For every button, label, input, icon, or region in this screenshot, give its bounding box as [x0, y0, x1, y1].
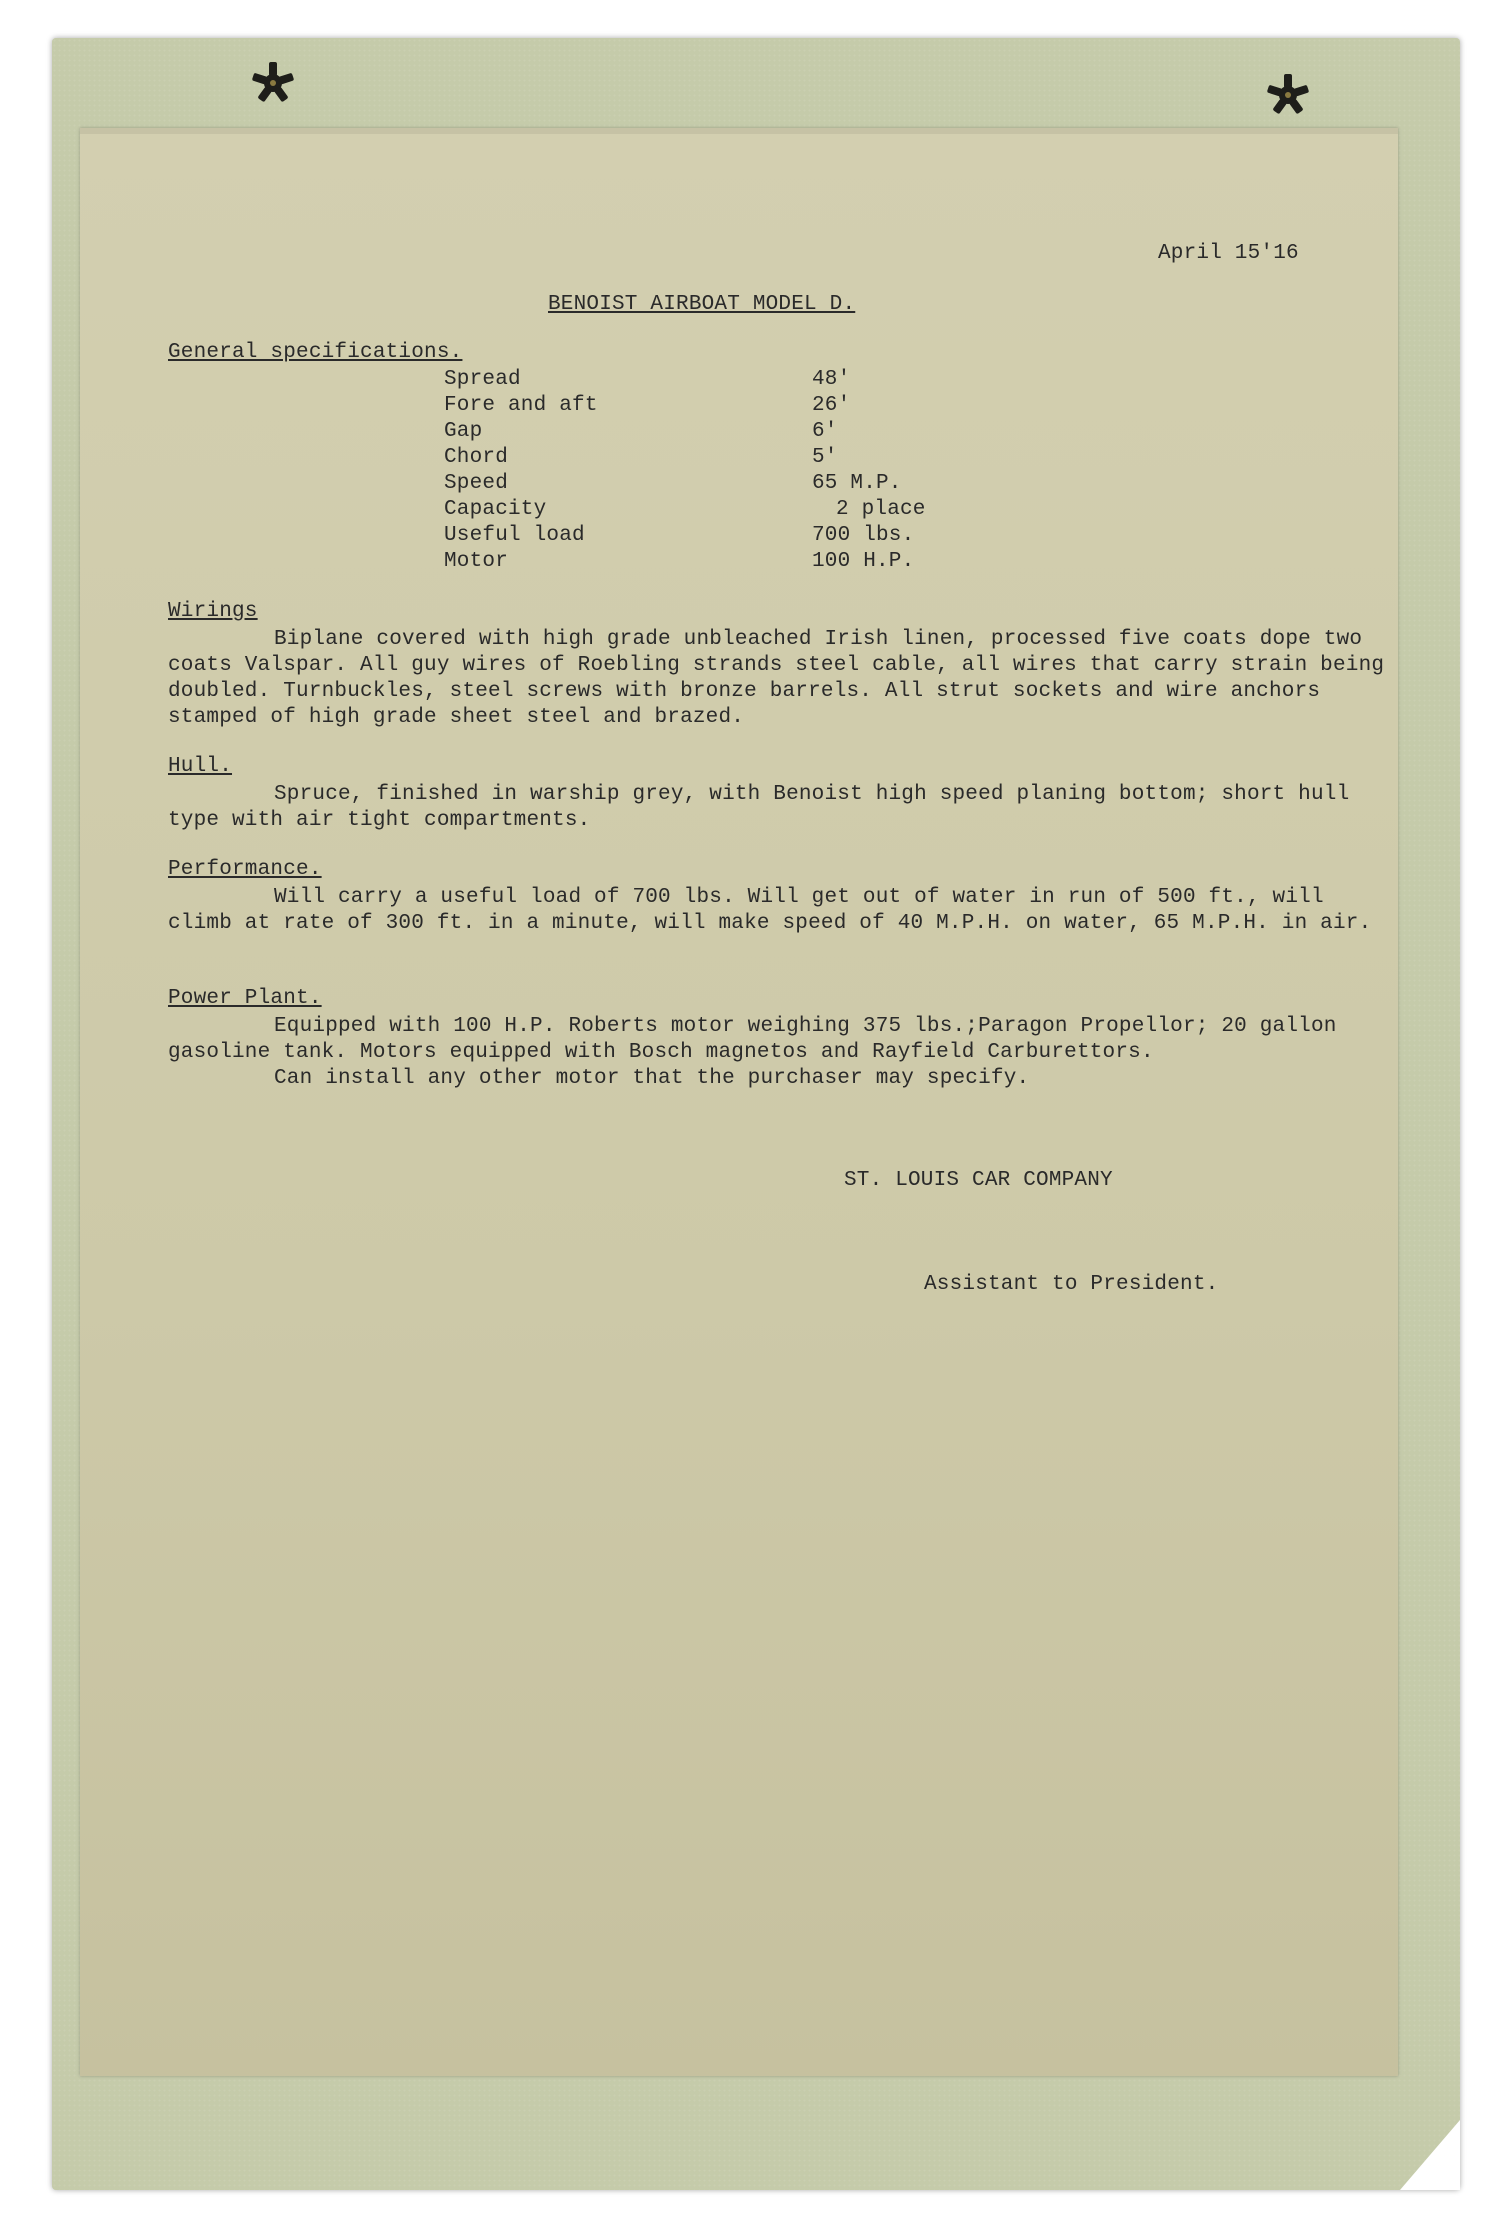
spec-value: 2 place: [836, 498, 926, 521]
spec-value: 48': [812, 368, 851, 391]
spec-label: Fore and aft: [444, 394, 598, 417]
wirings-heading: Wirings: [168, 600, 258, 623]
spec-label: Chord: [444, 446, 509, 469]
wirings-paragraph: [168, 627, 1388, 731]
spec-label: Speed: [444, 472, 509, 495]
performance-text: Will carry a useful load of 700 lbs. Will get out of water in run of 500 ft., will climb at rate of 300 ft. in a minute, will make speed of 40 M.P.H. on water, 65 M.P.H. in air.: [168, 886, 1372, 935]
wirings-text: Biplane covered with high grade unbleached Irish linen, processed five coats dope two coats Valspar. All guy wires of Roebling strands steel cable, all wires that carry strain being doubled. Turnbuckles, steel screws with bronze barrels. All strut sockets and wire anchors stamped of high grade sheet steel and brazed.: [168, 628, 1385, 729]
company-name: ST. LOUIS CAR COMPANY: [844, 1169, 1113, 1192]
spec-value: 26': [812, 394, 851, 417]
power-plant-heading: Power Plant.: [168, 987, 322, 1010]
document-title: BENOIST AIRBOAT MODEL D.: [548, 293, 856, 316]
spec-label: Useful load: [444, 524, 585, 547]
power-plant-text-2: Can install any other motor that the purchaser may specify.: [274, 1067, 1030, 1090]
spec-value: 100 H.P.: [812, 550, 915, 573]
performance-heading: Performance.: [168, 858, 322, 881]
hull-heading: Hull.: [168, 755, 233, 778]
hull-text: Spruce, finished in warship grey, with Benoist high speed planing bottom; short hull type with air tight compartments.: [168, 783, 1350, 832]
signatory-title: Assistant to President.: [924, 1273, 1219, 1296]
power-plant-paragraph: [168, 1014, 1388, 1092]
spec-label: Motor: [444, 550, 509, 573]
performance-paragraph: [168, 885, 1388, 937]
power-plant-text: Equipped with 100 H.P. Roberts motor weighing 375 lbs.;Paragon Propellor; 20 gallon gasoline tank. Motors equipped with Bosch magnetos and Rayfield Carburettors.: [168, 1015, 1337, 1064]
hull-paragraph: [168, 782, 1388, 834]
spec-label: Capacity: [444, 498, 547, 521]
typed-sheet: [80, 128, 1398, 2076]
spec-label: Spread: [444, 368, 521, 391]
spec-value: 65 M.P.: [812, 472, 902, 495]
spec-value: 6': [812, 420, 838, 443]
rivet-icon: [250, 60, 296, 106]
rivet-icon: [1265, 72, 1311, 118]
spec-value: 700 lbs.: [812, 524, 915, 547]
document-date: April 15'16: [1158, 242, 1299, 265]
general-specifications-heading: General specifications.: [168, 341, 463, 364]
spec-label: Gap: [444, 420, 483, 443]
spec-value: 5': [812, 446, 838, 469]
